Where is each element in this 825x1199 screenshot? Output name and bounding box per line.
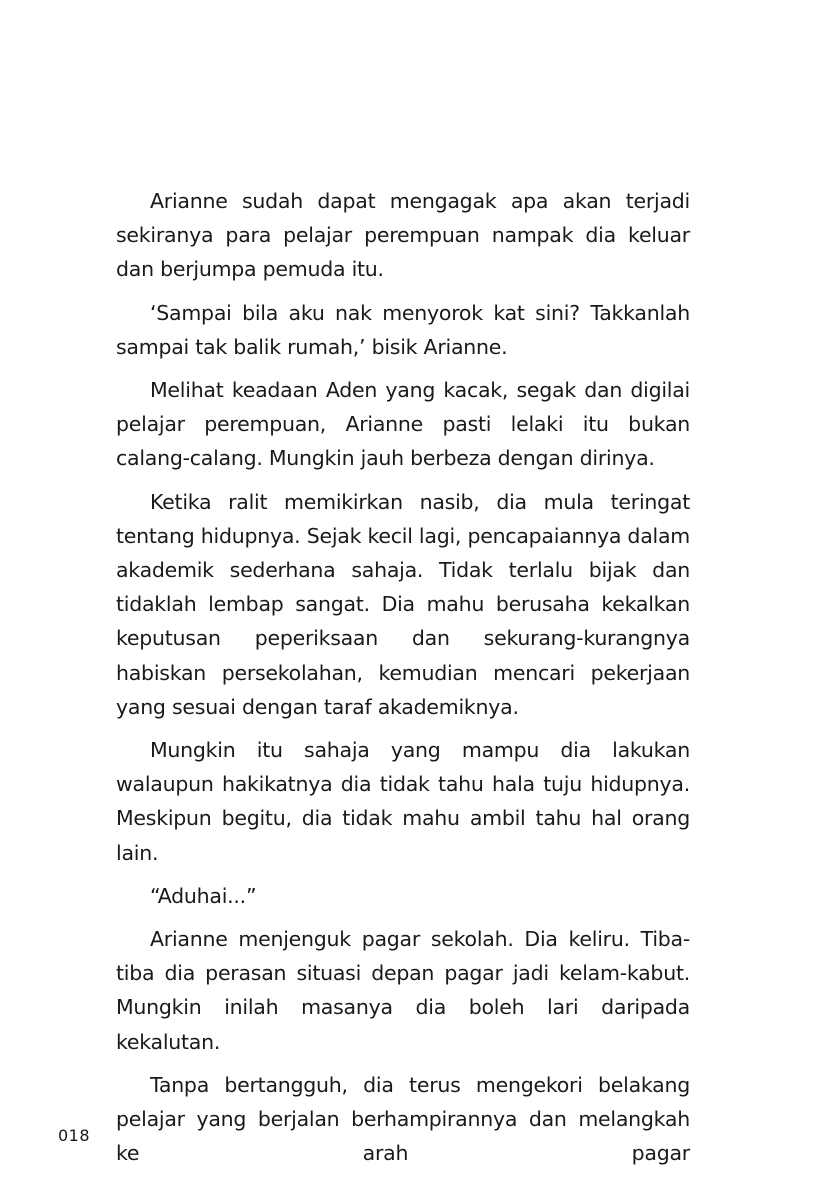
paragraph-3: Melihat keadaan Aden yang kacak, segak dan digilai pelajar perempuan, Arianne pasti lelaki itu bukan calang-calang. Mungkin jauh berbeza dengan dirinya. [116, 378, 690, 471]
paragraph-5: Mungkin itu sahaja yang mampu dia lakukan walaupun hakikatnya dia tidak tahu hala tuju hidupnya. Meskipun begitu, dia tidak mahu ambil tahu hal orang lain. [116, 738, 690, 865]
paragraph-6: “Aduhai...” [150, 883, 257, 908]
body-text [116, 184, 690, 1170]
paragraph-1: Arianne sudah dapat mengagak apa akan terjadi sekiranya para pelajar perempuan nampak dia keluar dan berjumpa pemuda itu. [116, 189, 690, 282]
paragraph-4: Ketika ralit memikirkan nasib, dia mula teringat tentang hidupnya. Sejak kecil lagi, pencapaiannya dalam akademik sederhana sahaja. Tidak terlalu bijak dan tidaklah lembap sangat. Dia mahu berusaha kekalkan keputusan peperiksaan dan sekurang-kurangnya habiskan persekolahan, kemudian mencari pekerjaan yang sesuai dengan taraf akademiknya. [116, 489, 690, 719]
paragraph-7: Arianne menjenguk pagar sekolah. Dia keliru. Tiba-tiba dia perasan situasi depan pagar jadi kelam-kabut. Mungkin inilah masanya dia boleh lari daripada kekalutan. [116, 927, 690, 1054]
paragraph-2: ‘Sampai bila aku nak menyorok kat sini? Takkanlah sampai tak balik rumah,’ bisik Arianne. [116, 300, 690, 359]
page-number: 018 [58, 1126, 91, 1145]
paragraph-8: Tanpa bertangguh, dia terus mengekori belakang pelajar yang berjalan berhampirannya dan melangkah ke arah pagar [116, 1072, 690, 1166]
